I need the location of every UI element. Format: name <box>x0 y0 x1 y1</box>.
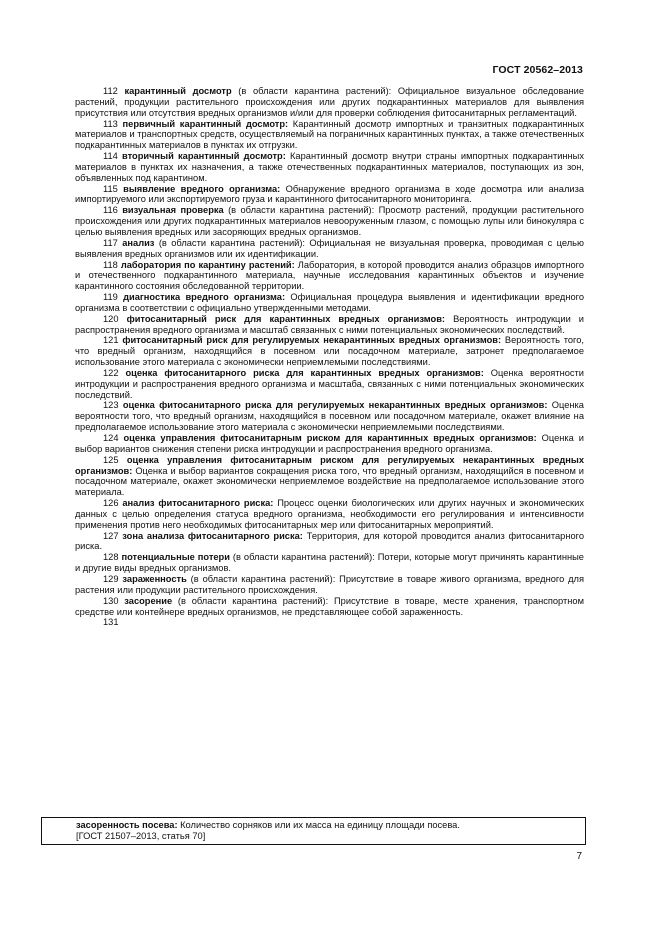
term-entry: 126 анализ фитосанитарного риска: Процесс оценки биологических или других научных и экономических данных с целью определения статуса вредного организма, необходимости его регулирования и интенсивности применения против него необходимых фитосанитарных мер или фитосанитарных мероприятий. <box>75 498 584 530</box>
term-entry: 115 выявление вредного организма: Обнаружение вредного организма в ходе досмотра или анализа импортируемого или экспортируемого груза и карантинного фитосанитарного мониторинга. <box>75 183 584 205</box>
term-entry: 128 потенциальные потери (в области карантина растений): Потери, которые могут причинять карантинные и другие виды вредных организмов. <box>75 552 584 574</box>
boxed-term-definition: засоренность посева: Количество сорняков или их масса на единицу площади посева. <box>76 820 460 830</box>
terms-body <box>75 86 584 628</box>
term-entry: 116 визуальная проверка (в области карантина растений): Просмотр растений, продукции растительного происхождения или других подкарантинных материалов невооруженным глазом, с помощью лупы или бинокуляра с целью выявления вредных или засоряющих вредных организмов. <box>75 205 584 237</box>
term-entry: 125 оценка управления фитосанитарным риском для регулируемых некарантинных вредных организмов: Оценка и выбор вариантов сокращения риска того, что вредный организм, находящийся в посевном и посадочном материале, окажет экономически неприемлемое воздействие на предполагаемое использование этого материала. <box>75 454 584 498</box>
term-entry: 121 фитосанитарный риск для регулируемых некарантинных вредных организмов: Вероятность того, что вредный организм, находящийся в посевном или посадочном материале, затронет предполагаемое использование этого материала с экономически неприемлемыми последствиями. <box>75 335 584 368</box>
term-entry: 117 анализ (в области карантина растений): Официальная не визуальная проверка, проводимая с целью выявления вредных организмов или их идентификации. <box>75 237 584 259</box>
term-entry: 112 карантинный досмотр (в области карантина растений): Официальное визуальное обследование растений, продукции растительного происхождения или других подкарантинных материалов для выявления присутствия или отсутствия вредных организмов и/или для проверки соблюдения фитосанитарных регламентаций. <box>75 86 584 118</box>
boxed-term-source: [ГОСТ 21507–2013, статья 70] <box>76 831 206 841</box>
term-entry: 120 фитосанитарный риск для карантинных вредных организмов: Вероятность интродукции и распространения вредного организма и масштаб связанных с ними потенциальных экономических последствий. <box>75 313 585 335</box>
term-entry: 129 зараженность (в области карантина растений): Присутствие в товаре живого организма, вредного для растения или продукции растительного происхождения. <box>75 573 584 595</box>
term-entry: 127 зона анализа фитосанитарного риска: Территория, для которой проводится анализ фитосанитарного риска. <box>75 530 584 552</box>
term-entry-number: 131 <box>103 617 119 628</box>
term-entry: 122 оценка фитосанитарного риска для карантинных вредных организмов: Оценка вероятности интродукции и распространения вредного организма и масштаба, связанных с ними потенциальных экономических последствий. <box>75 367 584 400</box>
term-entry: 123 оценка фитосанитарного риска для регулируемых некарантинных вредных организмов: Оценка вероятности того, что вредный организм, находящийся в посевном или посадочном материале, окажет влияние на предполагаемое использование этого материала с экономически неприемлемыми последствиями. <box>75 400 584 433</box>
term-entry: 118 лаборатория по карантину растений: Лаборатория, в которой проводится анализ образцов импортного и отечественного подкарантинного материала, научные исследования карантинных объектов и изучение карантинного состояния обследованной территории. <box>75 259 584 292</box>
term-entry: 119 диагностика вредного организма: Официальная процедура выявления и идентификации вредного организма в соответствии с официально утвержденными методами. <box>75 292 584 313</box>
page-number: 7 <box>576 851 582 862</box>
term-entry: 124 оценка управления фитосанитарным риском для карантинных вредных организмов: Оценка и выбор вариантов снижения степени риска интродукции и распространения вредного организма. <box>75 433 584 454</box>
term-entry: 130 засорение (в области карантина растений): Присутствие в товаре, месте хранения, транспортном средстве или контейнере вредных организмов, не представляющее собой зараженность. <box>75 595 584 617</box>
term-entry: 114 вторичный карантинный досмотр: Карантинный досмотр внутри страны импортных подкарантинных материалов в пунктах их назначения, а также отечественных подкарантинных материалов, поступающих из зон, объявленных под карантином. <box>75 151 584 183</box>
term-entry: 113 первичный карантинный досмотр: Карантинный досмотр импортных и транзитных подкарантинных материалов и транспортных средств, осуществляемый на пограничных карантинных пунктах, а также отечественных подкарантинных материалов в пунктах их отгрузки. <box>75 118 584 151</box>
document-header: ГОСТ 20562–2013 <box>492 64 583 76</box>
boxed-term-entry <box>41 817 586 845</box>
